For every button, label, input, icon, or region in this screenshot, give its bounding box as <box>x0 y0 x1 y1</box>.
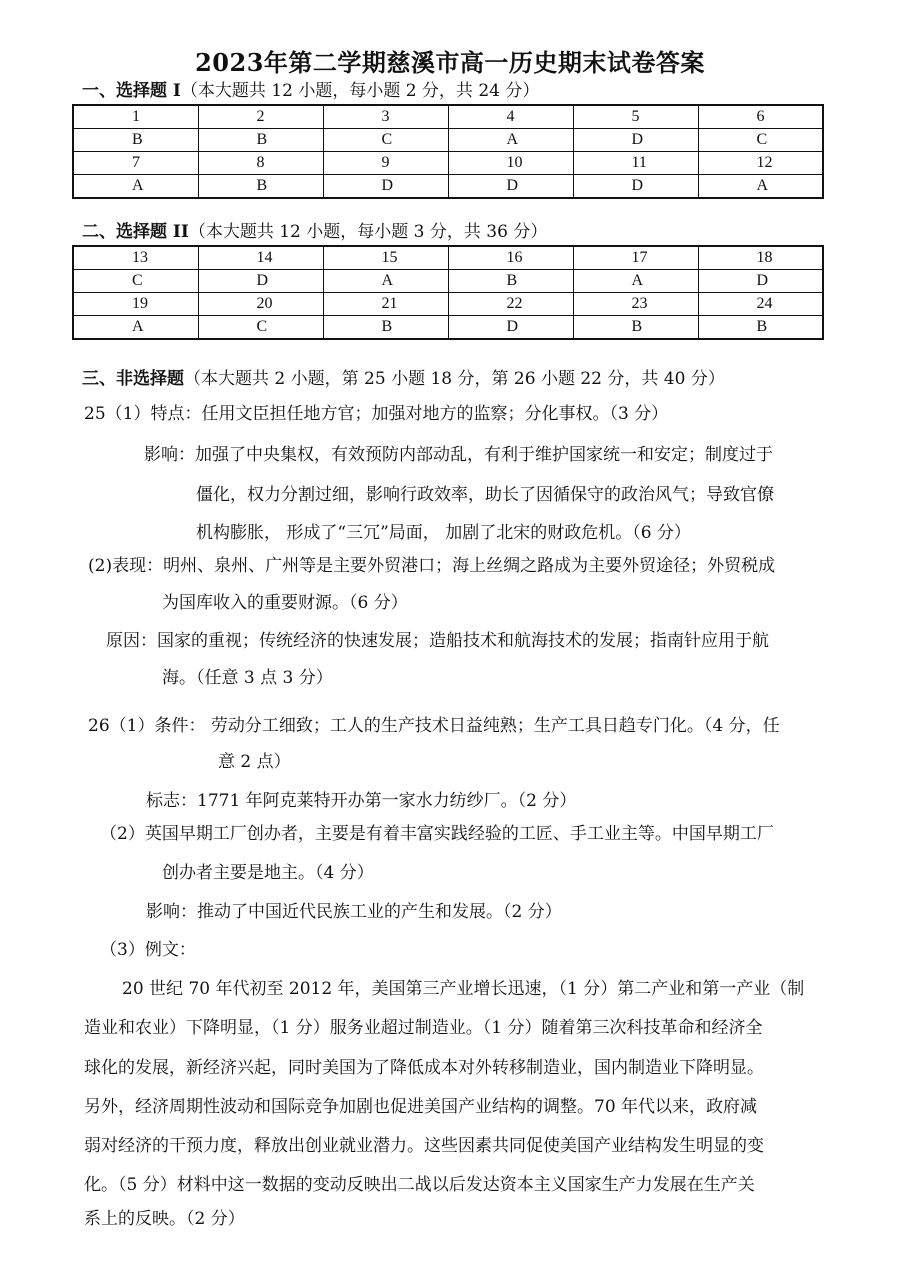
section1-heading <box>82 80 539 102</box>
table-cell: 22 <box>448 293 573 316</box>
answer-line: 另外，经济周期性波动和国际竞争加剧也促进美国产业结构的调整。70 年代以来，政府减 <box>84 1097 758 1117</box>
table-row <box>73 293 823 316</box>
answer-line: 化。（5 分）材料中这一数据的变动反映出二战以后发达资本主义国家生产力发展在生产关 <box>84 1175 755 1195</box>
answer-line: 影响：推动了中国近代民族工业的产生和发展。（2 分） <box>146 902 562 922</box>
answer-line: 创办者主要是地主。（4 分） <box>162 863 374 883</box>
table-cell: A <box>573 270 698 293</box>
table-cell: A <box>698 175 823 199</box>
table-cell: A <box>73 175 198 199</box>
table-cell: 2 <box>198 105 323 129</box>
table-row <box>73 105 823 129</box>
section2-answer-table <box>72 245 824 340</box>
table-cell: C <box>198 316 323 340</box>
section1-note: （本大题共 12 小题，每小题 2 分，共 24 分） <box>180 81 540 101</box>
table-cell: 8 <box>198 152 323 175</box>
table-row <box>73 246 823 270</box>
table-cell: 21 <box>323 293 448 316</box>
answer-line: (2)表现：明州、泉州、广州等是主要外贸港口；海上丝绸之路成为主要外贸途径；外贸税成 <box>88 556 776 576</box>
answer-line: 26（1）条件： 劳动分工细致；工人的生产技术日益纯熟；生产工具日趋专门化。（4 分，任 <box>88 716 780 736</box>
table-row <box>73 175 823 199</box>
section2-note: （本大题共 12 小题，每小题 3 分，共 36 分） <box>188 222 548 242</box>
answer-line: 球化的发展，新经济兴起，同时美国为了降低成本对外转移制造业，国内制造业下降明显。 <box>84 1058 764 1078</box>
table-cell: 11 <box>573 152 698 175</box>
table-cell: 17 <box>573 246 698 270</box>
table-cell: 6 <box>698 105 823 129</box>
table-cell: D <box>573 129 698 152</box>
table-cell: B <box>73 129 198 152</box>
table-cell: B <box>198 175 323 199</box>
answer-line: 影响：加强了中央集权，有效预防内部动乱，有利于维护国家统一和安定；制度过于 <box>144 445 773 465</box>
table-cell: 4 <box>448 105 573 129</box>
table-cell: D <box>448 316 573 340</box>
answer-line: 系上的反映。（2 分） <box>84 1209 245 1229</box>
table-cell: B <box>573 316 698 340</box>
section1-answer-table <box>72 104 824 199</box>
table-cell: 20 <box>198 293 323 316</box>
table-cell: 16 <box>448 246 573 270</box>
answer-line: 标志：1771 年阿克莱特开办第一家水力纺纱厂。（2 分） <box>146 791 577 811</box>
section1-label: 一、选择题 I <box>82 81 181 101</box>
table-cell: B <box>698 316 823 340</box>
table-cell: A <box>448 129 573 152</box>
table-cell: 19 <box>73 293 198 316</box>
answer-line: 意 2 点） <box>218 752 291 772</box>
answer-line: （2）英国早期工厂创办者，主要是有着丰富实践经验的工匠、手工业主等。中国早期工厂 <box>100 824 774 844</box>
section2-label: 二、选择题 II <box>82 222 189 242</box>
table-cell: 23 <box>573 293 698 316</box>
table-cell: 18 <box>698 246 823 270</box>
table-cell: B <box>448 270 573 293</box>
table-cell: 13 <box>73 246 198 270</box>
table-cell: 10 <box>448 152 573 175</box>
table-cell: 15 <box>323 246 448 270</box>
table-cell: 7 <box>73 152 198 175</box>
table-cell: A <box>73 316 198 340</box>
table-cell: B <box>198 129 323 152</box>
table-cell: 5 <box>573 105 698 129</box>
table-cell: C <box>73 270 198 293</box>
table-cell: A <box>323 270 448 293</box>
section2-heading <box>82 221 547 243</box>
table-cell: D <box>448 175 573 199</box>
answer-line: 机构膨胀， 形成了“三冗”局面， 加剧了北宋的财政危机。（6 分） <box>196 523 691 543</box>
answer-line: 20 世纪 70 年代初至 2012 年，美国第三产业增长迅速，（1 分）第二产业和第一产业（制 <box>122 979 805 999</box>
answer-line: 原因：国家的重视；传统经济的快速发展；造船技术和航海技术的发展；指南针应用于航 <box>106 631 769 651</box>
table-cell: C <box>698 129 823 152</box>
answer-line: 为国库收入的重要财源。（6 分） <box>162 593 408 613</box>
page-title: 2023年第二学期慈溪市高一历史期末试卷答案 <box>195 48 705 77</box>
table-row <box>73 316 823 340</box>
answer-line: 25（1）特点：任用文臣担任地方官；加强对地方的监察；分化事权。（3 分） <box>84 404 669 424</box>
table-cell: 3 <box>323 105 448 129</box>
table-row <box>73 152 823 175</box>
section3-note: （本大题共 2 小题，第 25 小题 18 分，第 26 小题 22 分，共 40 分） <box>184 369 725 389</box>
answer-line: 弱对经济的干预力度，释放出创业就业潜力。这些因素共同促使美国产业结构发生明显的变 <box>84 1136 764 1156</box>
table-cell: C <box>323 129 448 152</box>
table-cell: 1 <box>73 105 198 129</box>
table-cell: D <box>573 175 698 199</box>
answer-line: 海。（任意 3 点 3 分） <box>162 668 333 688</box>
table-cell: 14 <box>198 246 323 270</box>
table-cell: D <box>698 270 823 293</box>
table-cell: D <box>198 270 323 293</box>
table-row <box>73 129 823 152</box>
section3-label: 三、非选择题 <box>82 369 184 389</box>
table-cell: 12 <box>698 152 823 175</box>
table-cell: 9 <box>323 152 448 175</box>
answer-line: 僵化，权力分割过细，影响行政效率，助长了因循保守的政治风气；导致官僚 <box>196 485 774 505</box>
answer-line: （3）例文： <box>100 940 196 960</box>
table-row <box>73 270 823 293</box>
table-cell: B <box>323 316 448 340</box>
table-cell: D <box>323 175 448 199</box>
section3-heading <box>82 368 725 390</box>
answer-line: 造业和农业）下降明显，（1 分）服务业超过制造业。（1 分）随着第三次科技革命和经济全 <box>84 1018 763 1038</box>
table-cell: 24 <box>698 293 823 316</box>
